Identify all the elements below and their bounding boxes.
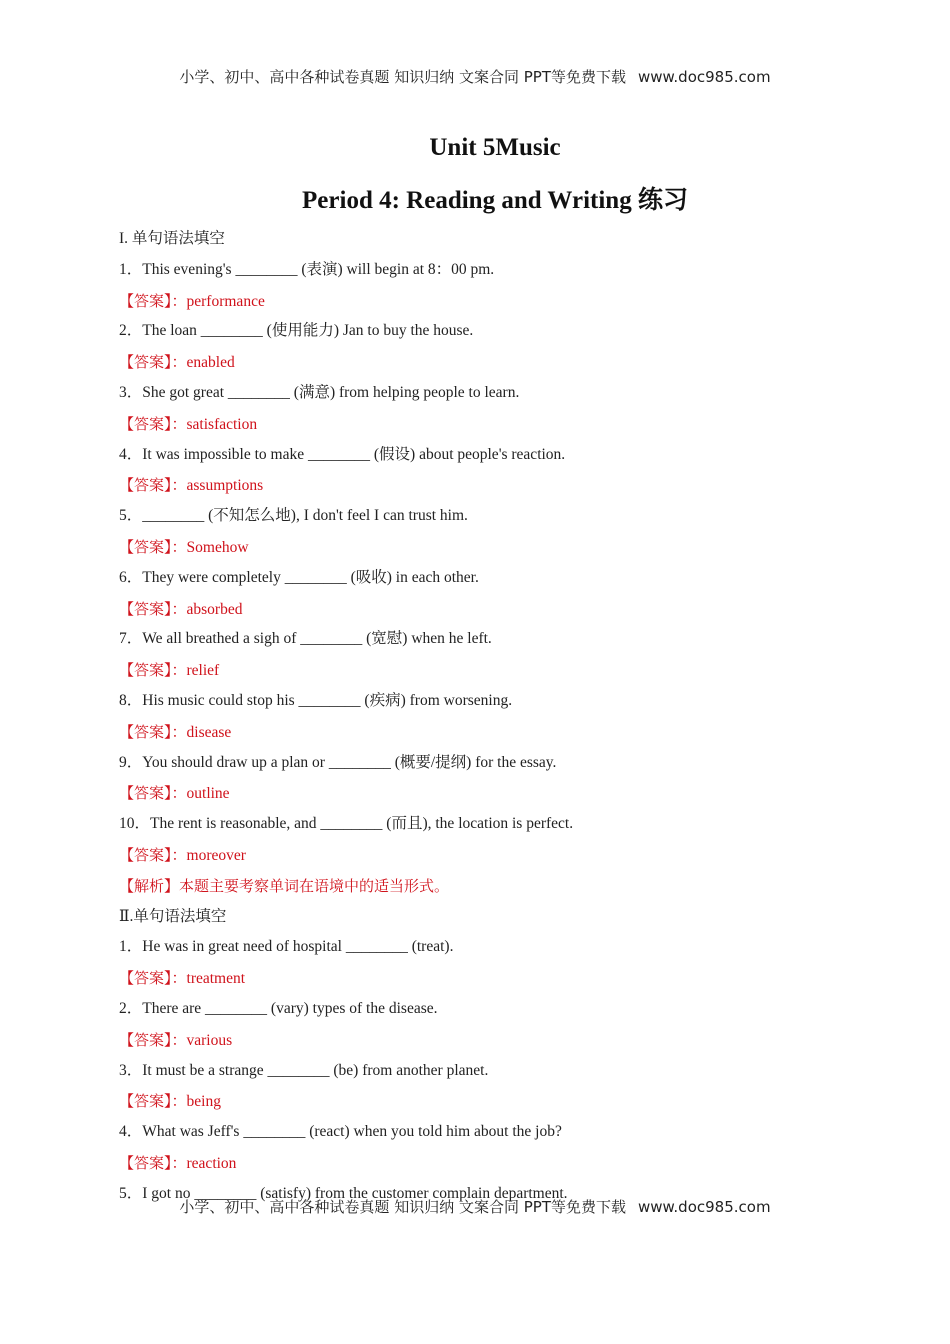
answer-label: 【答案】： xyxy=(119,414,187,433)
page-header xyxy=(0,66,950,87)
answer-text: outline xyxy=(186,785,230,803)
question: 2．There are ________ (vary) types of the disease. xyxy=(119,999,438,1017)
question: 4．It was impossible to make ________ (假设) about people's reaction. xyxy=(119,445,566,463)
page-footer xyxy=(0,1196,950,1217)
answer xyxy=(119,594,879,625)
answer-label: 【答案】： xyxy=(119,1030,187,1049)
answer-text: Somehow xyxy=(186,538,249,556)
question: 5．I got no ________ (satisfy) from the customer complain department. xyxy=(119,1184,568,1202)
question: 3．It must be a strange ________ (be) from another planet. xyxy=(119,1061,489,1079)
answer-label: 【答案】： xyxy=(119,353,187,372)
analysis-label: 【解析】 xyxy=(119,876,180,895)
question: 4．What was Jeff's ________ (react) when you told him about the job? xyxy=(119,1123,562,1141)
answer-text: enabled xyxy=(186,354,235,372)
answer-label: 【答案】： xyxy=(119,845,187,864)
answer xyxy=(119,963,879,994)
answer-text: performance xyxy=(186,292,265,310)
question: 1．This evening's ________ (表演) will begin at 8：00 pm. xyxy=(119,260,495,278)
answer-label: 【答案】： xyxy=(119,784,187,803)
answer xyxy=(119,409,879,440)
answer xyxy=(119,717,879,748)
answer xyxy=(119,1086,879,1117)
answer-text: moreover xyxy=(186,846,246,864)
answer-label: 【答案】： xyxy=(119,1092,187,1111)
answer-label: 【答案】： xyxy=(119,537,187,556)
question: 6．They were completely ________ (吸收) in each other. xyxy=(119,568,479,586)
question: 3．She got great ________ (满意) from helping people to learn. xyxy=(119,383,520,401)
answer xyxy=(119,1148,879,1179)
question: 10．The rent is reasonable, and ________ (而且), the location is perfect. xyxy=(119,815,574,833)
answer xyxy=(119,470,879,501)
answer xyxy=(119,347,879,378)
answer-label: 【答案】： xyxy=(119,291,187,310)
answer-text: treatment xyxy=(186,970,246,988)
answer-text: reaction xyxy=(186,1154,237,1172)
answer-text: relief xyxy=(186,662,220,680)
answer-label: 【答案】： xyxy=(119,476,187,495)
answer-label: 【答案】： xyxy=(119,722,187,741)
footer-text: 小学、初中、高中各种试卷真题 知识归纳 文案合同 PPT等免费下载 xyxy=(179,1198,626,1216)
section1-heading: I. 单句语法填空 xyxy=(119,230,225,247)
answer-text: satisfaction xyxy=(186,415,258,433)
analysis-text: 本题主要考察单词在语境中的适当形式。 xyxy=(179,876,450,895)
question: 5．________ (不知怎么地), I don't feel I can trust him. xyxy=(119,507,468,525)
question: 8．His music could stop his ________ (疾病) from worsening. xyxy=(119,691,513,709)
answer-text: disease xyxy=(186,723,232,741)
analysis xyxy=(119,871,879,902)
section2-heading: Ⅱ.单句语法填空 xyxy=(119,907,227,925)
question: 2．The loan ________ (使用能力) Jan to buy the house. xyxy=(119,322,474,340)
footer-url[interactable]: www.doc985.com xyxy=(637,1198,771,1216)
question: 7．We all breathed a sigh of ________ (宽慰) when he left. xyxy=(119,630,492,648)
answer xyxy=(119,1025,879,1056)
question: 9．You should draw up a plan or ________ (概要/提纲) for the essay. xyxy=(119,753,557,771)
answer-text: assumptions xyxy=(186,477,264,495)
answer xyxy=(119,655,879,686)
exercise-content xyxy=(119,224,879,1210)
answer-label: 【答案】： xyxy=(119,1153,187,1172)
answer xyxy=(119,286,879,317)
question: 1．He was in great need of hospital ________ (treat). xyxy=(119,938,454,956)
answer-label: 【答案】： xyxy=(119,599,187,618)
header-text: 小学、初中、高中各种试卷真题 知识归纳 文案合同 PPT等免费下载 xyxy=(179,68,626,86)
answer-label: 【答案】： xyxy=(119,969,187,988)
answer-text: various xyxy=(186,1031,233,1049)
answer-text: absorbed xyxy=(186,600,243,618)
answer xyxy=(119,532,879,563)
period-title: Period 4: Reading and Writing 练习 xyxy=(302,187,688,214)
answer xyxy=(119,840,879,871)
answer xyxy=(119,778,879,809)
answer-label: 【答案】： xyxy=(119,661,187,680)
unit-title: Unit 5Music xyxy=(429,134,561,161)
header-url[interactable]: www.doc985.com xyxy=(637,68,771,86)
answer-text: being xyxy=(186,1093,221,1111)
